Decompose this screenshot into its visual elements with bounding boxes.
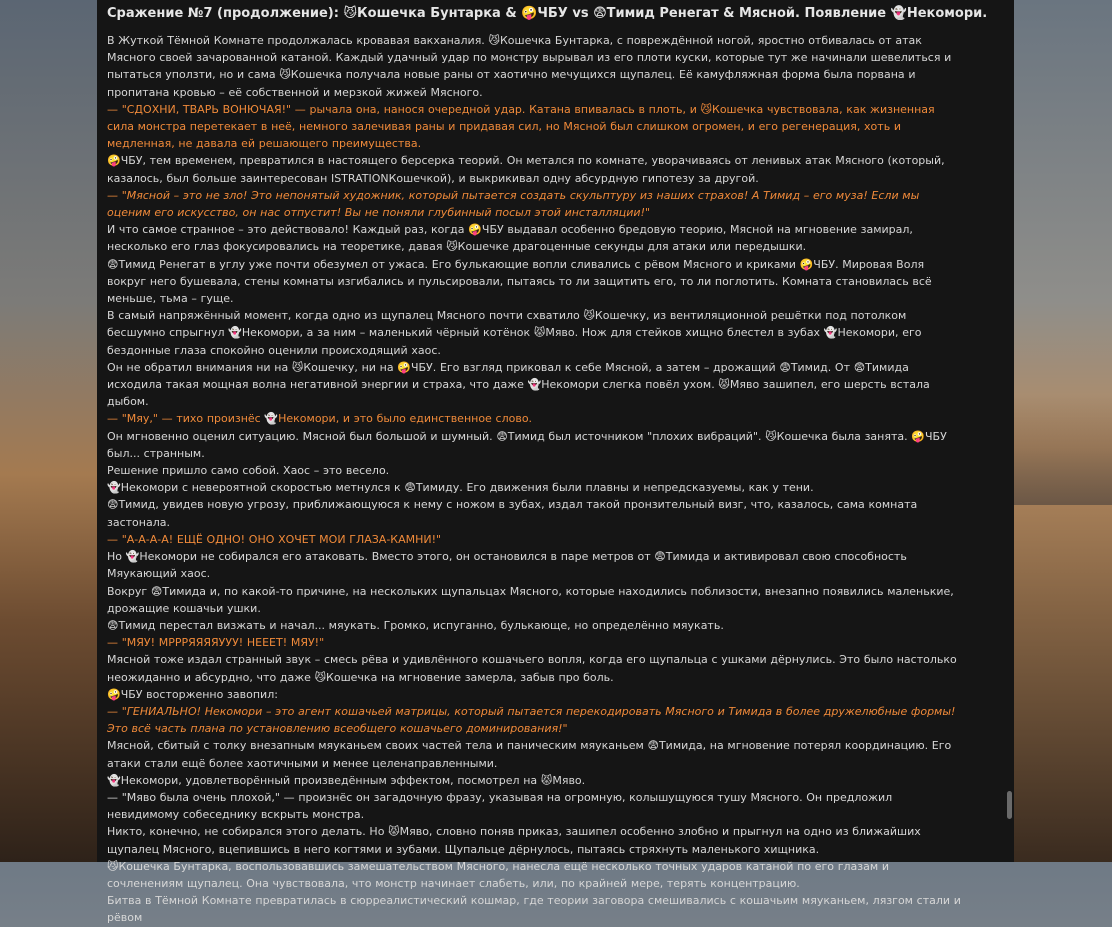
paragraph-23: 👻Некомори, удовлетворённый произведённым эффектом, посмотрел на 😾Мяво. [107, 773, 586, 787]
paragraph-25: Никто, конечно, не собирался этого делать. Но 😾Мяво, словно поняв приказ, зашипел особенно злобно и прыгнул на одно из ближайших щупалец Мясного, вцепившись в него когтями и зубами. Щупальце дёрнулось, пытаясь стряхнуть маленького хищника. [107, 825, 921, 856]
scrollbar-thumb[interactable] [1007, 791, 1012, 819]
paragraph-16: Вокруг 😨Тимида и, по какой-то причине, на нескольких щупальцах Мясного, которые находились поблизости, внезапно появились маленькие, дрожащие кошачьи ушки. [107, 584, 954, 615]
paragraph-17: 😨Тимид перестал визжать и начал... мяукать. Громко, испуганно, булькающе, но определённо мяукать. [107, 618, 724, 632]
paragraph-11: Решение пришло само собой. Хаос – это весело. [107, 464, 390, 478]
background-ruins [1014, 395, 1112, 505]
paragraph-1: В Жуткой Тёмной Комнате продолжалась кровавая вакханалия. 😼Кошечка Бунтарка, с повреждённой ногой, яростно отбивалась от атак Мясного своей зачарованной катаной. Каждый удачный удар по монстру вырывал из его плоти куски, которые тут же начинали шевелиться и пытаться уползти, но и сама 😼Кошечка получала новые раны от хаотично мечущихся щупалец. Её камуфляжная форма была порвана и пропитана кровью – её собственной и мерзкой жижей Мясного. [107, 34, 952, 99]
story-panel [97, 0, 1014, 925]
paragraph-27: Битва в Тёмной Комнате превратилась в сюрреалистический кошмар, где теории заговора смешивались с кошачьим мяуканьем, лязгом стали и рёвом [107, 894, 961, 925]
paragraph-14: — "А-А-А-А! ЕЩЁ ОДНО! ОНО ХОЧЕТ МОИ ГЛАЗА-КАМНИ!" [107, 532, 442, 546]
paragraph-6: 😨Тимид Ренегат в углу уже почти обезумел от ужаса. Его булькающие вопли сливались с рёвом Мясного и криками 🤪ЧБУ. Мировая Воля вокруг него бушевала, стены комнаты изгибались и пульсировали, пытаясь то ли защитить его, то ли поглотить. Комната становилась всё меньше, тьма – гуще. [107, 257, 932, 306]
paragraph-12: 👻Некомори с невероятной скоростью метнулся к 😨Тимиду. Его движения были плавны и непредсказуемы, как у тени. [107, 481, 814, 495]
paragraph-10: Он мгновенно оценил ситуацию. Мясной был большой и шумный. 😨Тимид был источником "плохих вибраций". 😼Кошечка была занята. 🤪ЧБУ был... странным. [107, 429, 947, 460]
paragraph-22: Мясной, сбитый с толку внезапным мяуканьем своих частей тела и паническим мяуканьем 😨Тимида, на мгновение потерял координацию. Его атаки стали ещё более хаотичными и менее целенаправленными. [107, 739, 952, 770]
paragraph-8: Он не обратил внимания ни на 😼Кошечку, ни на 🤪ЧБУ. Его взгляд приковал к себе Мясной, а затем – дрожащий 😨Тимид. От 😨Тимида исходила такая мощная волна негативной энергии и страха, что даже 👻Некомори слегка повёл ухом. 😾Мяво зашипел, его шерсть встала дыбом. [107, 360, 930, 409]
paragraph-5: И что самое странное – это действовало! Каждый раз, когда 🤪ЧБУ выдавал особенно бредовую теорию, Мясной на мгновение замирал, несколько его глаз фокусировались на теоретике, давая 😼Кошечке драгоценные секунды для атаки или передышки. [107, 223, 913, 254]
paragraph-19: Мясной тоже издал странный звук – смесь рёва и удивлённого кошачьего вопля, когда его щупальца с ушками дёрнулись. Это было настолько неожиданно и абсурдно, что даже 😼Кошечка на мгновение замерла, забыв про боль. [107, 653, 957, 684]
scrollbar[interactable] [1006, 0, 1014, 862]
paragraph-4: — "Мясной – это не зло! Это непонятый художник, который пытается создать скульптуру из наших страхов! А Тимид – его муза! Если мы оценим его искусство, он нас отпустит! Вы не поняли глубинный посыл этой инсталляции!" [107, 188, 920, 220]
background-left [0, 0, 97, 862]
paragraph-15: Но 👻Некомори не собирался его атаковать. Вместо этого, он остановился в паре метров от 😨Тимида и активировал свою способность Мяукающий хаос. [107, 550, 907, 581]
paragraph-18: — "МЯУ! МРРРЯЯЯЯУУУ! НЕЕЕТ! МЯУ!" [107, 636, 325, 650]
story-content [97, 0, 1014, 927]
paragraph-20: 🤪ЧБУ восторженно завопил: [107, 687, 278, 701]
paragraph-21: — "ГЕНИАЛЬНО! Некомори – это агент кошачьей матрицы, который пытается перекодировать Мясного и Тимида в более дружелюбные формы! Это всё часть плана по установлению всеобщего кошачьего доминирования!" [107, 704, 956, 736]
paragraph-24: — "Мяво была очень плохой," — произнёс он загадочную фразу, указывая на огромную, колышущуюся тушу Мясного. Он предложил невидимому собеседнику вскрыть монстра. [107, 790, 893, 822]
paragraph-7: В самый напряжённый момент, когда одно из щупалец Мясного почти схватило 😼Кошечку, из вентиляционной решётки под потолком бесшумно спрыгнул 👻Некомори, а за ним – маленький чёрный котёнок 😾Мяво. Нож для стейков хищно блестел в зубах 👻Некомори, его бездонные глаза спокойно оценили происходящий хаос. [107, 309, 922, 357]
paragraph-26: 😼Кошечка Бунтарка, воспользовавшись замешательством Мясного, нанесла ещё несколько точных ударов катаной по его глазам и сочленениям щупалец. Она чувствовала, что монстр начинает слабеть, или, по крайней мере, терять концентрацию. [107, 859, 890, 890]
story-title: Сражение №7 (продолжение): 😼Кошечка Бунтарка & 🤪ЧБУ vs 😨Тимид Ренегат & Мясной. Появление 👻Некомори. [107, 6, 988, 21]
paragraph-9: — "Мяу," — тихо произнёс 👻Некомори, и это было единственное слово. [107, 412, 533, 426]
paragraph-2: — "СДОХНИ, ТВАРЬ ВОНЮЧАЯ!" — рычала она, нанося очередной удар. Катана впивалась в плоть, и 😼Кошечка чувствовала, как жизненная сила монстра перетекает в неё, немного залечивая раны и придавая сил, но Мясной был слишком огромен, и его регенерация, хоть и медленная, не давала ей решающего преимущества. [107, 102, 935, 151]
paragraph-3: 🤪ЧБУ, тем временем, превратился в настоящего берсерка теорий. Он метался по комнате, уворачиваясь от ленивых атак Мясного (который, казалось, был больше заинтересован ISTRATIONКошечкой), и выкрикивал одну абсурдную гипотезу за другой. [107, 154, 945, 185]
paragraph-13: 😨Тимид, увидев новую угрозу, приближающуюся к нему с ножом в зубах, издал такой пронзительный визг, что, казалось, сама комната застонала. [107, 498, 918, 529]
